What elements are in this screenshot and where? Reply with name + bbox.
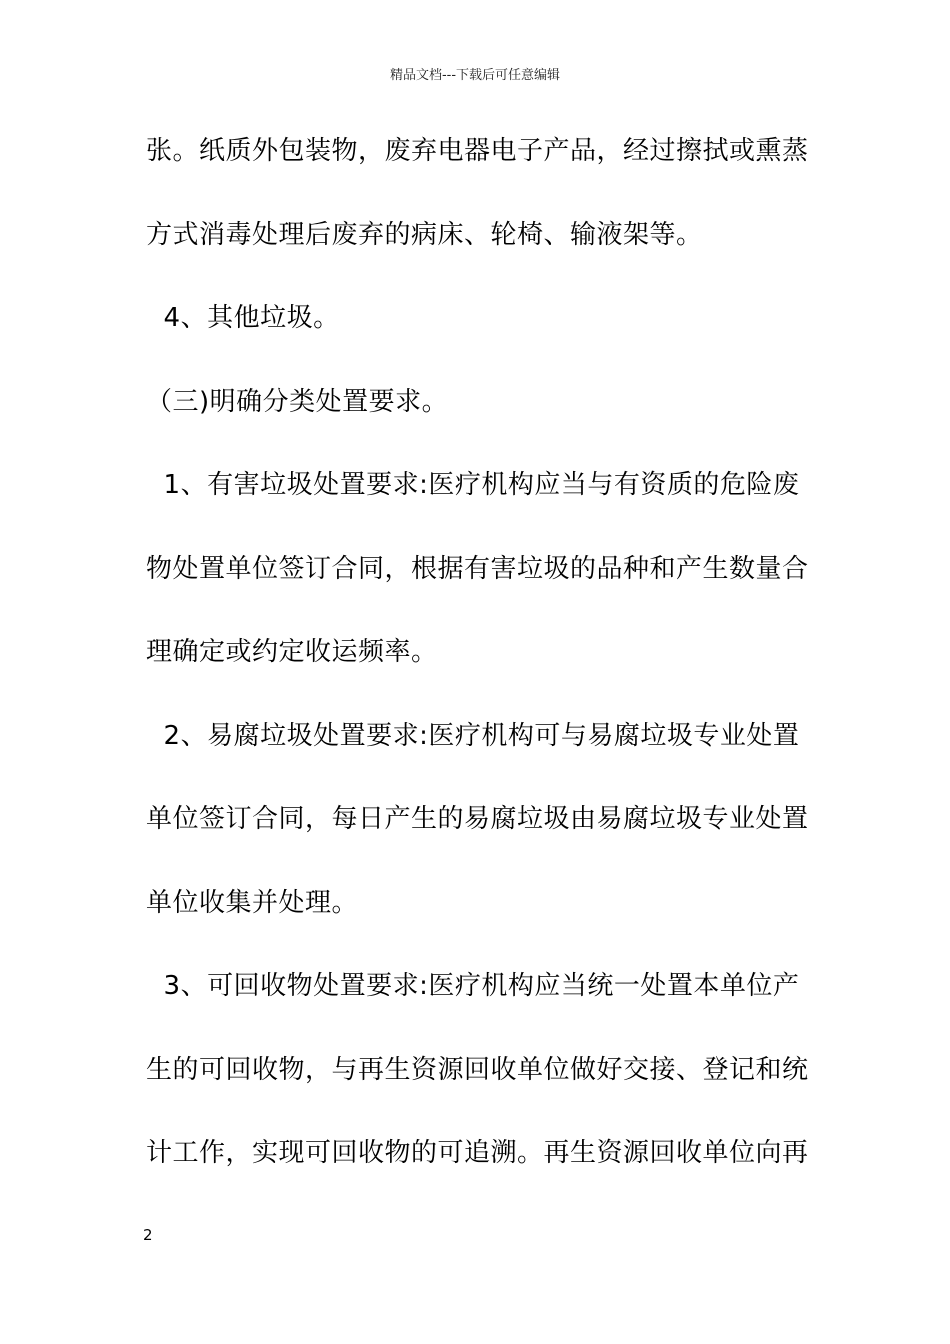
text-line: 张。纸质外包装物，废弃电器电子产品，经过擦拭或熏蒸 xyxy=(146,136,809,166)
document-body xyxy=(146,128,809,1214)
text-line: 物处置单位签订合同，根据有害垃圾的品种和产生数量合 xyxy=(146,553,809,584)
text-line: 单位签订合同，每日产生的易腐垃圾由易腐垃圾专业处置 xyxy=(146,804,809,834)
text-line: 单位收集并处理。 xyxy=(146,887,359,918)
text-line: 生的可回收物，与再生资源回收单位做好交接、登记和统 xyxy=(146,1054,809,1085)
text-line: 方式消毒处理后废弃的病床、轮椅、输液架等。 xyxy=(146,219,703,250)
text-line: 3、可回收物处置要求:医疗机构应当统一处置本单位产 xyxy=(146,971,800,1001)
text-line: 2、易腐垃圾处置要求:医疗机构可与易腐垃圾专业处置 xyxy=(146,720,800,751)
text-line: 理确定或约定收运频率。 xyxy=(146,637,438,667)
page-header: 精品文档---下载后可任意编辑 xyxy=(389,68,561,83)
text-line: （三)明确分类处置要求。 xyxy=(146,386,449,417)
text-line: 4、其他垃圾。 xyxy=(146,303,340,333)
page-number: 2 xyxy=(143,1226,153,1244)
text-line: 1、有害垃圾处置要求:医疗机构应当与有资质的危险废 xyxy=(146,470,800,500)
text-line: 计工作，实现可回收物的可追溯。再生资源回收单位向再 xyxy=(146,1138,809,1168)
